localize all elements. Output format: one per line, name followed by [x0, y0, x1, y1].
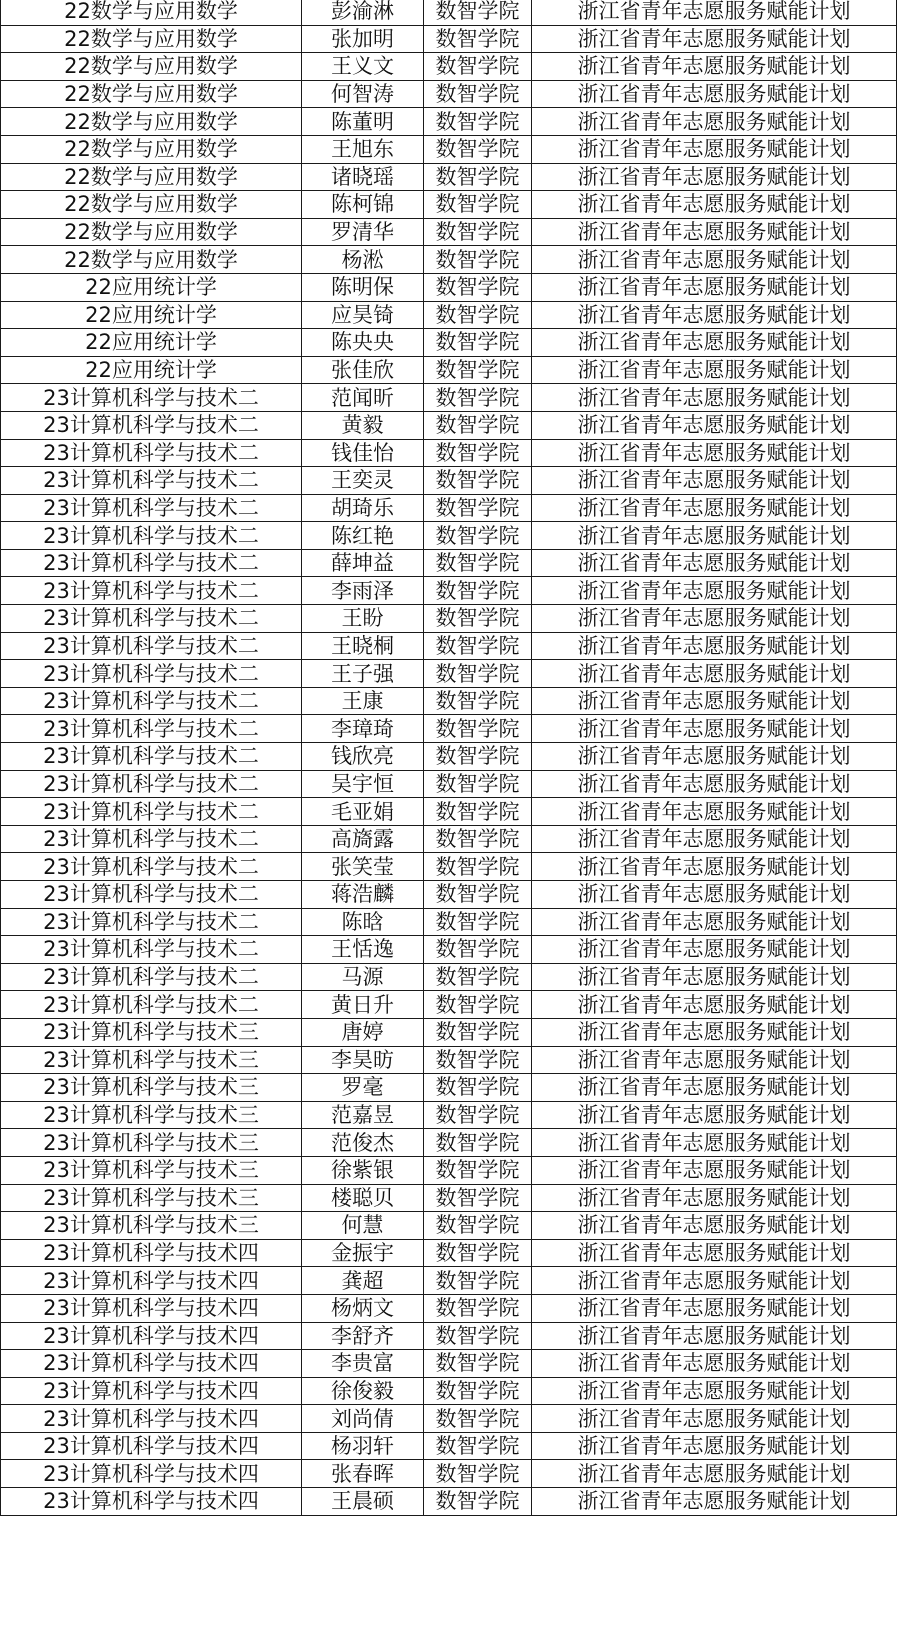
program-cell: 浙江省青年志愿服务赋能计划 — [532, 1129, 897, 1157]
table-row — [1, 1129, 897, 1157]
roster-table-body — [1, 0, 897, 1515]
college-cell: 数智学院 — [424, 1432, 532, 1460]
table-row — [1, 660, 897, 688]
name-cell: 范闻昕 — [302, 384, 424, 412]
class-cell: 23计算机科学与技术二 — [1, 411, 302, 439]
name-cell: 钱佳怡 — [302, 439, 424, 467]
table-row — [1, 135, 897, 163]
table-row — [1, 1294, 897, 1322]
college-cell: 数智学院 — [424, 853, 532, 881]
college-cell: 数智学院 — [424, 1101, 532, 1129]
program-cell: 浙江省青年志愿服务赋能计划 — [532, 1239, 897, 1267]
college-cell: 数智学院 — [424, 1156, 532, 1184]
college-cell: 数智学院 — [424, 715, 532, 743]
program-cell: 浙江省青年志愿服务赋能计划 — [532, 908, 897, 936]
college-cell: 数智学院 — [424, 1460, 532, 1488]
college-cell: 数智学院 — [424, 1294, 532, 1322]
name-cell: 彭渝淋 — [302, 0, 424, 25]
name-cell: 唐婷 — [302, 1018, 424, 1046]
name-cell: 罗清华 — [302, 218, 424, 246]
table-row — [1, 577, 897, 605]
name-cell: 李昊昉 — [302, 1046, 424, 1074]
program-cell: 浙江省青年志愿服务赋能计划 — [532, 1156, 897, 1184]
program-cell: 浙江省青年志愿服务赋能计划 — [532, 53, 897, 81]
class-cell: 23计算机科学与技术二 — [1, 660, 302, 688]
table-row — [1, 991, 897, 1019]
college-cell: 数智学院 — [424, 963, 532, 991]
table-row — [1, 743, 897, 771]
table-row — [1, 1350, 897, 1378]
name-cell: 陈明保 — [302, 273, 424, 301]
name-cell: 薛坤益 — [302, 549, 424, 577]
name-cell: 应昊锜 — [302, 301, 424, 329]
name-cell: 王恬逸 — [302, 936, 424, 964]
college-cell: 数智学院 — [424, 605, 532, 633]
college-cell: 数智学院 — [424, 549, 532, 577]
name-cell: 蒋浩麟 — [302, 881, 424, 909]
table-row — [1, 191, 897, 219]
table-row — [1, 1018, 897, 1046]
college-cell: 数智学院 — [424, 0, 532, 25]
college-cell: 数智学院 — [424, 687, 532, 715]
class-cell: 23计算机科学与技术四 — [1, 1460, 302, 1488]
program-cell: 浙江省青年志愿服务赋能计划 — [532, 108, 897, 136]
class-cell: 23计算机科学与技术二 — [1, 936, 302, 964]
name-cell: 王盼 — [302, 605, 424, 633]
college-cell: 数智学院 — [424, 1267, 532, 1295]
name-cell: 张春晖 — [302, 1460, 424, 1488]
class-cell: 23计算机科学与技术四 — [1, 1488, 302, 1516]
table-row — [1, 301, 897, 329]
name-cell: 钱欣亮 — [302, 743, 424, 771]
program-cell: 浙江省青年志愿服务赋能计划 — [532, 135, 897, 163]
name-cell: 马源 — [302, 963, 424, 991]
table-row — [1, 522, 897, 550]
college-cell: 数智学院 — [424, 108, 532, 136]
class-cell: 23计算机科学与技术二 — [1, 577, 302, 605]
college-cell: 数智学院 — [424, 439, 532, 467]
class-cell: 23计算机科学与技术四 — [1, 1405, 302, 1433]
class-cell: 23计算机科学与技术三 — [1, 1156, 302, 1184]
college-cell: 数智学院 — [424, 1239, 532, 1267]
name-cell: 王义文 — [302, 53, 424, 81]
table-row — [1, 356, 897, 384]
name-cell: 陈红艳 — [302, 522, 424, 550]
name-cell: 诸晓瑶 — [302, 163, 424, 191]
table-row — [1, 770, 897, 798]
program-cell: 浙江省青年志愿服务赋能计划 — [532, 384, 897, 412]
college-cell: 数智学院 — [424, 1377, 532, 1405]
table-row — [1, 80, 897, 108]
college-cell: 数智学院 — [424, 1488, 532, 1516]
table-row — [1, 605, 897, 633]
class-cell: 23计算机科学与技术三 — [1, 1018, 302, 1046]
program-cell: 浙江省青年志愿服务赋能计划 — [532, 218, 897, 246]
program-cell: 浙江省青年志愿服务赋能计划 — [532, 991, 897, 1019]
program-cell: 浙江省青年志愿服务赋能计划 — [532, 163, 897, 191]
class-cell: 23计算机科学与技术二 — [1, 439, 302, 467]
program-cell: 浙江省青年志愿服务赋能计划 — [532, 881, 897, 909]
table-row — [1, 1432, 897, 1460]
name-cell: 王晓桐 — [302, 632, 424, 660]
name-cell: 陈央央 — [302, 329, 424, 357]
table-row — [1, 25, 897, 53]
table-row — [1, 163, 897, 191]
name-cell: 王旭东 — [302, 135, 424, 163]
table-row — [1, 1101, 897, 1129]
college-cell: 数智学院 — [424, 1046, 532, 1074]
program-cell: 浙江省青年志愿服务赋能计划 — [532, 80, 897, 108]
table-row — [1, 936, 897, 964]
table-row — [1, 1046, 897, 1074]
program-cell: 浙江省青年志愿服务赋能计划 — [532, 1350, 897, 1378]
class-cell: 22数学与应用数学 — [1, 218, 302, 246]
program-cell: 浙江省青年志愿服务赋能计划 — [532, 1046, 897, 1074]
program-cell: 浙江省青年志愿服务赋能计划 — [532, 1488, 897, 1516]
class-cell: 22数学与应用数学 — [1, 246, 302, 274]
table-row — [1, 494, 897, 522]
class-cell: 23计算机科学与技术三 — [1, 1046, 302, 1074]
program-cell: 浙江省青年志愿服务赋能计划 — [532, 1322, 897, 1350]
program-cell: 浙江省青年志愿服务赋能计划 — [532, 522, 897, 550]
college-cell: 数智学院 — [424, 881, 532, 909]
class-cell: 23计算机科学与技术二 — [1, 798, 302, 826]
program-cell: 浙江省青年志愿服务赋能计划 — [532, 715, 897, 743]
class-cell: 22数学与应用数学 — [1, 25, 302, 53]
college-cell: 数智学院 — [424, 1405, 532, 1433]
class-cell: 22数学与应用数学 — [1, 0, 302, 25]
class-cell: 22应用统计学 — [1, 356, 302, 384]
table-row — [1, 1184, 897, 1212]
name-cell: 何智涛 — [302, 80, 424, 108]
class-cell: 22数学与应用数学 — [1, 135, 302, 163]
table-row — [1, 687, 897, 715]
name-cell: 李舒齐 — [302, 1322, 424, 1350]
class-cell: 23计算机科学与技术二 — [1, 715, 302, 743]
table-row — [1, 467, 897, 495]
program-cell: 浙江省青年志愿服务赋能计划 — [532, 632, 897, 660]
program-cell: 浙江省青年志愿服务赋能计划 — [532, 1460, 897, 1488]
name-cell: 龚超 — [302, 1267, 424, 1295]
class-cell: 23计算机科学与技术二 — [1, 384, 302, 412]
table-row — [1, 632, 897, 660]
class-cell: 23计算机科学与技术二 — [1, 908, 302, 936]
program-cell: 浙江省青年志愿服务赋能计划 — [532, 853, 897, 881]
college-cell: 数智学院 — [424, 908, 532, 936]
program-cell: 浙江省青年志愿服务赋能计划 — [532, 1184, 897, 1212]
table-row — [1, 1212, 897, 1240]
college-cell: 数智学院 — [424, 356, 532, 384]
college-cell: 数智学院 — [424, 1350, 532, 1378]
name-cell: 黄日升 — [302, 991, 424, 1019]
name-cell: 张笑莹 — [302, 853, 424, 881]
name-cell: 毛亚娟 — [302, 798, 424, 826]
table-row — [1, 1460, 897, 1488]
class-cell: 23计算机科学与技术三 — [1, 1101, 302, 1129]
class-cell: 23计算机科学与技术四 — [1, 1294, 302, 1322]
college-cell: 数智学院 — [424, 936, 532, 964]
program-cell: 浙江省青年志愿服务赋能计划 — [532, 329, 897, 357]
table-row — [1, 53, 897, 81]
table-row — [1, 273, 897, 301]
name-cell: 刘尚倩 — [302, 1405, 424, 1433]
table-row — [1, 411, 897, 439]
name-cell: 徐俊毅 — [302, 1377, 424, 1405]
college-cell: 数智学院 — [424, 218, 532, 246]
table-row — [1, 439, 897, 467]
program-cell: 浙江省青年志愿服务赋能计划 — [532, 770, 897, 798]
college-cell: 数智学院 — [424, 467, 532, 495]
college-cell: 数智学院 — [424, 1129, 532, 1157]
college-cell: 数智学院 — [424, 770, 532, 798]
college-cell: 数智学院 — [424, 1322, 532, 1350]
college-cell: 数智学院 — [424, 991, 532, 1019]
college-cell: 数智学院 — [424, 80, 532, 108]
program-cell: 浙江省青年志愿服务赋能计划 — [532, 467, 897, 495]
program-cell: 浙江省青年志愿服务赋能计划 — [532, 25, 897, 53]
program-cell: 浙江省青年志愿服务赋能计划 — [532, 1018, 897, 1046]
program-cell: 浙江省青年志愿服务赋能计划 — [532, 825, 897, 853]
name-cell: 金振宇 — [302, 1239, 424, 1267]
class-cell: 23计算机科学与技术四 — [1, 1432, 302, 1460]
name-cell: 王奕灵 — [302, 467, 424, 495]
college-cell: 数智学院 — [424, 577, 532, 605]
class-cell: 23计算机科学与技术四 — [1, 1267, 302, 1295]
name-cell: 王康 — [302, 687, 424, 715]
college-cell: 数智学院 — [424, 246, 532, 274]
table-row — [1, 963, 897, 991]
table-row — [1, 218, 897, 246]
class-cell: 23计算机科学与技术三 — [1, 1184, 302, 1212]
table-row — [1, 1267, 897, 1295]
class-cell: 23计算机科学与技术二 — [1, 991, 302, 1019]
class-cell: 22应用统计学 — [1, 329, 302, 357]
name-cell: 高旖露 — [302, 825, 424, 853]
program-cell: 浙江省青年志愿服务赋能计划 — [532, 936, 897, 964]
college-cell: 数智学院 — [424, 1212, 532, 1240]
program-cell: 浙江省青年志愿服务赋能计划 — [532, 411, 897, 439]
name-cell: 王晨硕 — [302, 1488, 424, 1516]
class-cell: 23计算机科学与技术二 — [1, 494, 302, 522]
name-cell: 吴宇恒 — [302, 770, 424, 798]
college-cell: 数智学院 — [424, 384, 532, 412]
name-cell: 胡琦乐 — [302, 494, 424, 522]
table-row — [1, 908, 897, 936]
name-cell: 王子强 — [302, 660, 424, 688]
college-cell: 数智学院 — [424, 53, 532, 81]
class-cell: 22数学与应用数学 — [1, 191, 302, 219]
college-cell: 数智学院 — [424, 522, 532, 550]
table-row — [1, 825, 897, 853]
table-row — [1, 384, 897, 412]
class-cell: 23计算机科学与技术三 — [1, 1212, 302, 1240]
program-cell: 浙江省青年志愿服务赋能计划 — [532, 743, 897, 771]
program-cell: 浙江省青年志愿服务赋能计划 — [532, 1101, 897, 1129]
class-cell: 22数学与应用数学 — [1, 80, 302, 108]
program-cell: 浙江省青年志愿服务赋能计划 — [532, 660, 897, 688]
name-cell: 陈董明 — [302, 108, 424, 136]
college-cell: 数智学院 — [424, 135, 532, 163]
name-cell: 楼聪贝 — [302, 1184, 424, 1212]
program-cell: 浙江省青年志愿服务赋能计划 — [532, 549, 897, 577]
class-cell: 23计算机科学与技术二 — [1, 687, 302, 715]
college-cell: 数智学院 — [424, 494, 532, 522]
name-cell: 徐紫银 — [302, 1156, 424, 1184]
class-cell: 23计算机科学与技术二 — [1, 881, 302, 909]
class-cell: 23计算机科学与技术二 — [1, 632, 302, 660]
table-row — [1, 329, 897, 357]
class-cell: 23计算机科学与技术四 — [1, 1350, 302, 1378]
class-cell: 23计算机科学与技术四 — [1, 1377, 302, 1405]
name-cell: 李雨泽 — [302, 577, 424, 605]
table-row — [1, 1074, 897, 1102]
college-cell: 数智学院 — [424, 411, 532, 439]
program-cell: 浙江省青年志愿服务赋能计划 — [532, 1267, 897, 1295]
table-row — [1, 1405, 897, 1433]
name-cell: 杨淞 — [302, 246, 424, 274]
class-cell: 23计算机科学与技术二 — [1, 963, 302, 991]
college-cell: 数智学院 — [424, 1018, 532, 1046]
program-cell: 浙江省青年志愿服务赋能计划 — [532, 687, 897, 715]
name-cell: 罗毫 — [302, 1074, 424, 1102]
table-row — [1, 1488, 897, 1516]
class-cell: 22数学与应用数学 — [1, 53, 302, 81]
program-cell: 浙江省青年志愿服务赋能计划 — [532, 273, 897, 301]
name-cell: 范嘉昱 — [302, 1101, 424, 1129]
class-cell: 22应用统计学 — [1, 273, 302, 301]
class-cell: 23计算机科学与技术三 — [1, 1074, 302, 1102]
class-cell: 22数学与应用数学 — [1, 163, 302, 191]
name-cell: 张佳欣 — [302, 356, 424, 384]
program-cell: 浙江省青年志愿服务赋能计划 — [532, 439, 897, 467]
college-cell: 数智学院 — [424, 1074, 532, 1102]
table-row — [1, 246, 897, 274]
program-cell: 浙江省青年志愿服务赋能计划 — [532, 1212, 897, 1240]
program-cell: 浙江省青年志愿服务赋能计划 — [532, 798, 897, 826]
program-cell: 浙江省青年志愿服务赋能计划 — [532, 0, 897, 25]
class-cell: 23计算机科学与技术二 — [1, 743, 302, 771]
college-cell: 数智学院 — [424, 329, 532, 357]
name-cell: 黄毅 — [302, 411, 424, 439]
college-cell: 数智学院 — [424, 743, 532, 771]
table-row — [1, 715, 897, 743]
class-cell: 23计算机科学与技术二 — [1, 825, 302, 853]
college-cell: 数智学院 — [424, 660, 532, 688]
class-cell: 23计算机科学与技术四 — [1, 1322, 302, 1350]
name-cell: 杨羽轩 — [302, 1432, 424, 1460]
program-cell: 浙江省青年志愿服务赋能计划 — [532, 191, 897, 219]
college-cell: 数智学院 — [424, 632, 532, 660]
college-cell: 数智学院 — [424, 301, 532, 329]
class-cell: 23计算机科学与技术四 — [1, 1239, 302, 1267]
class-cell: 22数学与应用数学 — [1, 108, 302, 136]
program-cell: 浙江省青年志愿服务赋能计划 — [532, 1074, 897, 1102]
college-cell: 数智学院 — [424, 798, 532, 826]
table-row — [1, 1377, 897, 1405]
name-cell: 李贵富 — [302, 1350, 424, 1378]
name-cell: 李璋琦 — [302, 715, 424, 743]
program-cell: 浙江省青年志愿服务赋能计划 — [532, 1432, 897, 1460]
table-row — [1, 0, 897, 25]
table-row — [1, 1239, 897, 1267]
college-cell: 数智学院 — [424, 1184, 532, 1212]
table-row — [1, 1322, 897, 1350]
college-cell: 数智学院 — [424, 163, 532, 191]
program-cell: 浙江省青年志愿服务赋能计划 — [532, 963, 897, 991]
program-cell: 浙江省青年志愿服务赋能计划 — [532, 605, 897, 633]
program-cell: 浙江省青年志愿服务赋能计划 — [532, 246, 897, 274]
program-cell: 浙江省青年志愿服务赋能计划 — [532, 1377, 897, 1405]
college-cell: 数智学院 — [424, 191, 532, 219]
program-cell: 浙江省青年志愿服务赋能计划 — [532, 577, 897, 605]
name-cell: 陈晗 — [302, 908, 424, 936]
table-row — [1, 798, 897, 826]
table-row — [1, 1156, 897, 1184]
class-cell: 23计算机科学与技术二 — [1, 770, 302, 798]
class-cell: 23计算机科学与技术二 — [1, 853, 302, 881]
table-row — [1, 108, 897, 136]
table-row — [1, 853, 897, 881]
program-cell: 浙江省青年志愿服务赋能计划 — [532, 494, 897, 522]
class-cell: 22应用统计学 — [1, 301, 302, 329]
name-cell: 杨炳文 — [302, 1294, 424, 1322]
college-cell: 数智学院 — [424, 825, 532, 853]
program-cell: 浙江省青年志愿服务赋能计划 — [532, 1405, 897, 1433]
college-cell: 数智学院 — [424, 273, 532, 301]
class-cell: 23计算机科学与技术二 — [1, 467, 302, 495]
name-cell: 张加明 — [302, 25, 424, 53]
table-row — [1, 881, 897, 909]
class-cell: 23计算机科学与技术二 — [1, 605, 302, 633]
program-cell: 浙江省青年志愿服务赋能计划 — [532, 301, 897, 329]
name-cell: 何慧 — [302, 1212, 424, 1240]
class-cell: 23计算机科学与技术三 — [1, 1129, 302, 1157]
class-cell: 23计算机科学与技术二 — [1, 549, 302, 577]
class-cell: 23计算机科学与技术二 — [1, 522, 302, 550]
name-cell: 范俊杰 — [302, 1129, 424, 1157]
program-cell: 浙江省青年志愿服务赋能计划 — [532, 356, 897, 384]
college-cell: 数智学院 — [424, 25, 532, 53]
name-cell: 陈柯锦 — [302, 191, 424, 219]
program-cell: 浙江省青年志愿服务赋能计划 — [532, 1294, 897, 1322]
table-row — [1, 549, 897, 577]
